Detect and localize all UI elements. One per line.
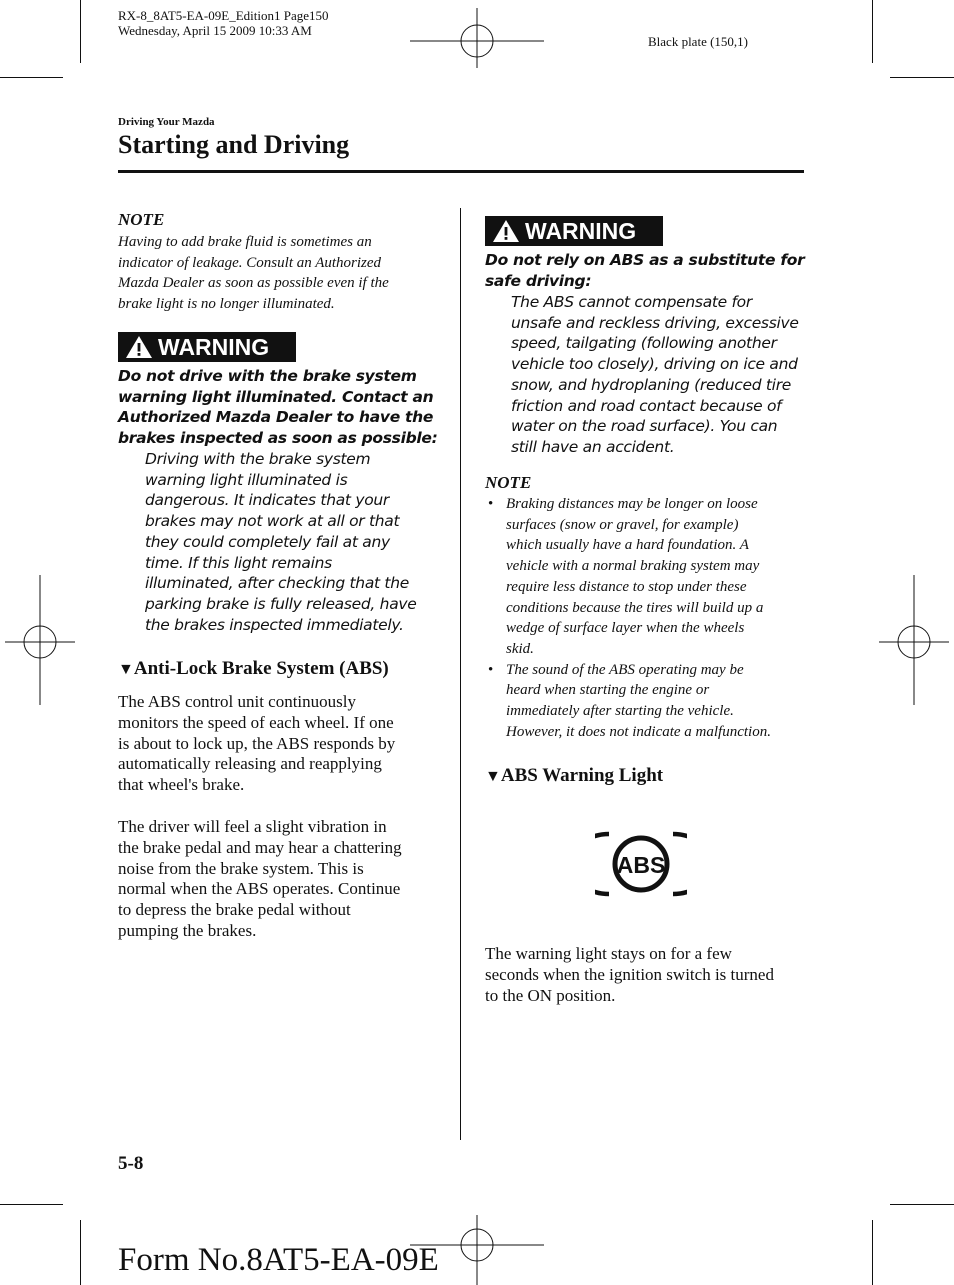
- registration-mark-right: [879, 575, 949, 705]
- column-divider: [460, 208, 461, 1140]
- abs-paragraph-2: The driver will feel a slight vibration in the brake pedal and may hear a chattering noise from the brake system. This is normal when the ABS operates. Continue to depress the brake pedal without pumping the brakes.: [118, 817, 402, 940]
- plate-label: Black plate (150,1): [648, 34, 748, 49]
- warning-triangle-icon: [492, 219, 520, 243]
- warning-badge: [485, 216, 663, 246]
- abs-icon-text: ABS: [616, 852, 666, 878]
- abs-paragraph-1: The ABS control unit continuously monitors the speed of each wheel. If one is about to lock up, the ABS responds by automatically releasing and reapplying that wheel's brake.: [118, 692, 396, 795]
- note-title: NOTE: [485, 473, 532, 492]
- note-text: Having to add brake fluid is sometimes an indicator of leakage. Consult an Authorized Mazda Dealer as soon as possible even if the brake light is no longer illuminated.: [118, 234, 389, 313]
- page-number: 5-8: [118, 1153, 144, 1174]
- abs-warning-light-icon: [595, 830, 687, 898]
- page-title: Starting and Driving: [118, 130, 350, 159]
- warning-body: The ABS cannot compensate for unsafe and reckless driving, excessive speed, tailgating (following another vehicle too closely), driving on ice and snow, and hydroplaning (reduced tire friction and road contact because of water on the road surface). You can still have an accident.: [511, 293, 799, 456]
- print-header: [118, 8, 329, 38]
- abs-warning-light-heading: ▼ABS Warning Light: [485, 765, 664, 786]
- doc-id: RX-8_8AT5-EA-09E_Edition1 Page150: [118, 8, 329, 23]
- triangle-down-icon: ▼: [485, 768, 501, 785]
- list-item: • The sound of the ABS operating may be heard when starting the engine or immediately after starting the vehicle. However, it does not indicate a malfunction.: [488, 661, 771, 740]
- warning-lead: Do not drive with the brake system warning light illuminated. Contact an Authorized Mazda Dealer to have the brakes inspected as soon as possible:: [118, 367, 438, 448]
- list-item: • Braking distances may be longer on loose surfaces (snow or gravel, for example) which usually have a hard foundation. A vehicle with a normal braking system may require less distance to stop under these conditions because the tires will build up a wedge of surface layer when the wheels skid.: [488, 496, 764, 657]
- registration-mark-left: [5, 575, 75, 705]
- print-date: Wednesday, April 15 2009 10:33 AM: [118, 23, 312, 38]
- warning-label: WARNING: [525, 218, 637, 244]
- warning-body: Driving with the brake system warning light illuminated is dangerous. It indicates that your brakes may not work at all or that they could completely fail at any time. If this light remains illuminated, after checking that the parking brake is fully released, have the brakes inspected immediately.: [145, 450, 417, 634]
- triangle-down-icon: ▼: [118, 661, 134, 678]
- note-title: NOTE: [118, 210, 165, 229]
- warning-lead: Do not rely on ABS as a substitute for safe driving:: [485, 251, 805, 290]
- note-bullet-list: [485, 494, 807, 742]
- section-label: Driving Your Mazda: [118, 116, 215, 128]
- abs-light-paragraph: The warning light stays on for a few seconds when the ignition switch is turned to the ON position.: [485, 944, 774, 1005]
- warning-badge: [118, 332, 296, 362]
- abs-heading: ▼Anti-Lock Brake System (ABS): [118, 658, 389, 679]
- warning-label: WARNING: [158, 334, 270, 360]
- warning-triangle-icon: [125, 335, 153, 359]
- form-number: Form No.8AT5-EA-09E: [118, 1242, 439, 1278]
- title-rule: [118, 170, 804, 173]
- registration-mark-top: [410, 8, 544, 68]
